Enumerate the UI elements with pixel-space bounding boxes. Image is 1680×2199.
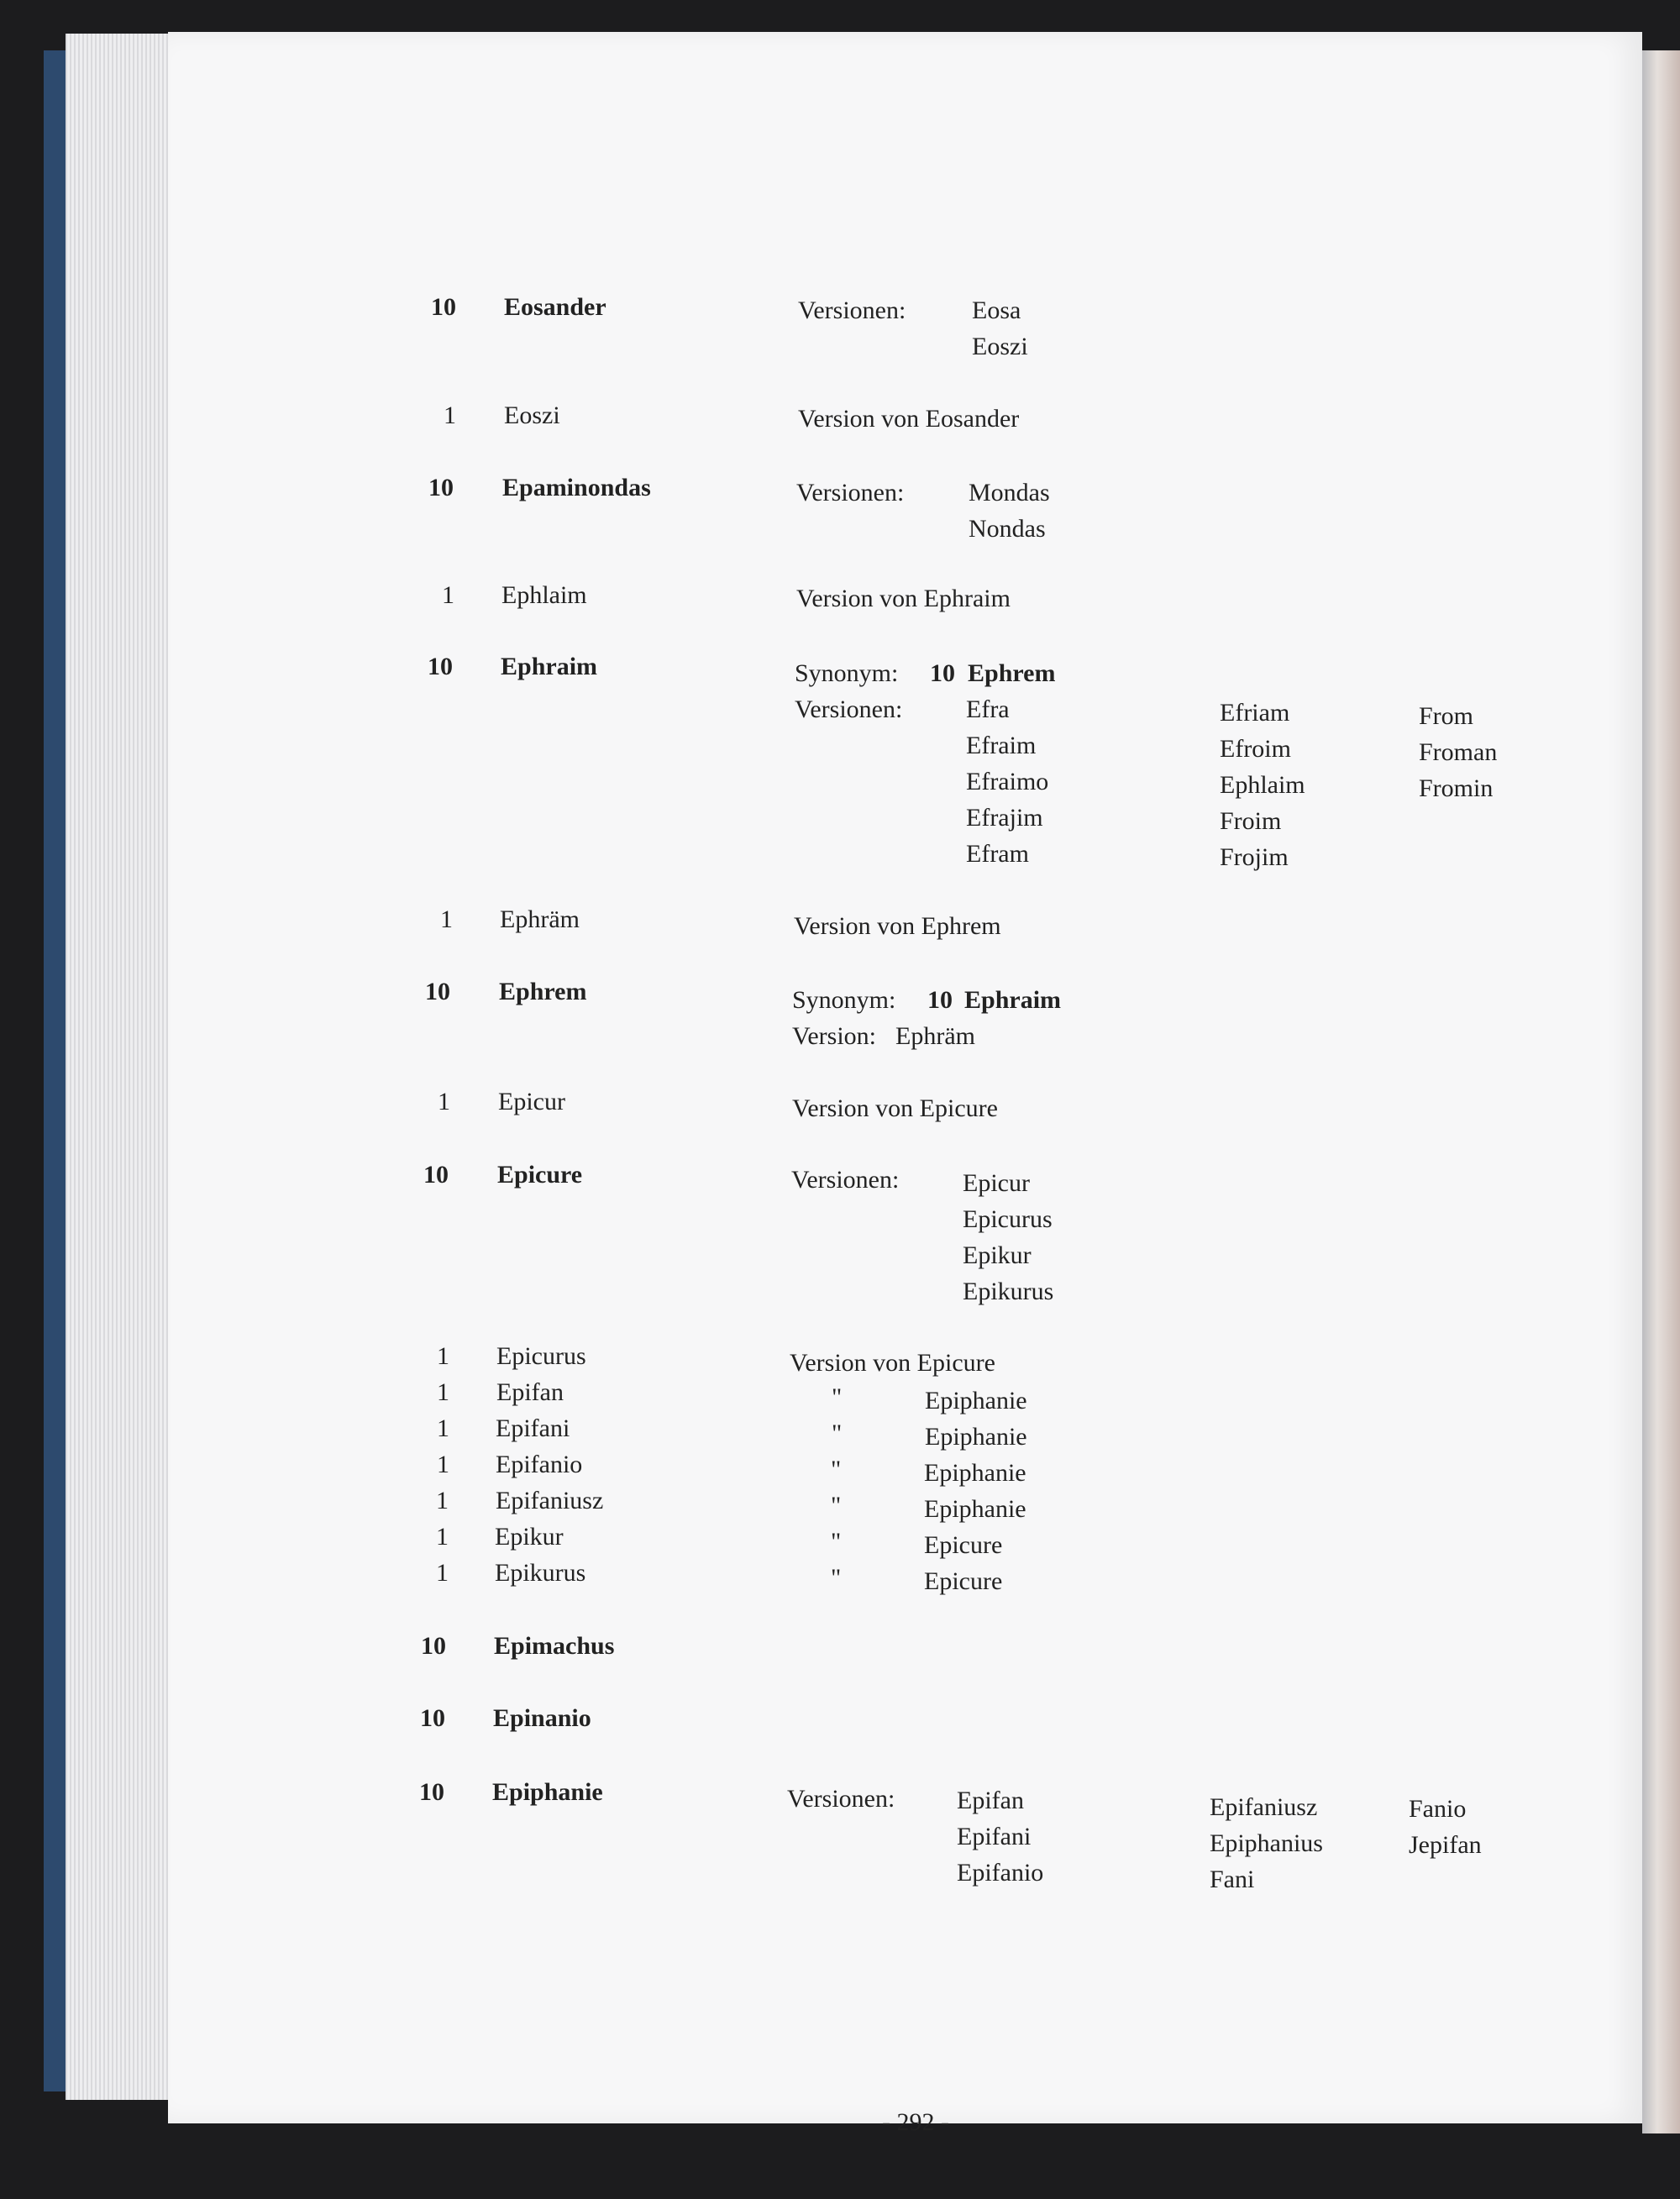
version-label: Version: [792, 1022, 876, 1050]
version-item: Epifan [957, 1787, 1024, 1814]
version-item: Frojim [1220, 843, 1289, 871]
entry-name: Epifaniusz [496, 1487, 604, 1514]
entry-reference: Epiphanie [924, 1459, 1026, 1487]
version-item: Eosa [972, 297, 1021, 324]
entry-number: 1 [444, 401, 456, 429]
version-item: Eoszi [972, 333, 1028, 360]
entry-reference: Epiphanie [924, 1495, 1026, 1523]
ditto-mark: " [831, 1456, 842, 1483]
synonym-number: 10 [927, 986, 953, 1014]
entry-description: Version von Ephrem [794, 912, 1001, 940]
versions-label: Versionen: [795, 695, 903, 723]
synonym-label: Synonym: [792, 986, 896, 1014]
entry-reference: Epiphanie [925, 1387, 1027, 1414]
ditto-mark: " [832, 1383, 843, 1411]
version-item: From [1419, 702, 1474, 730]
version-item: Epifanio [957, 1859, 1044, 1887]
entry-name: Epaminondas [502, 474, 651, 501]
version-item: Ephlaim [1220, 771, 1305, 799]
entry-reference: Epiphanie [925, 1423, 1027, 1451]
synonym-name: Ephrem [968, 659, 1056, 687]
entry-name: Epicurus [496, 1342, 586, 1370]
entry-number: 1 [437, 1342, 449, 1370]
entry-number: 10 [421, 1632, 446, 1660]
entry-description: Version von Epicure [790, 1349, 995, 1377]
entry-name: Epifani [496, 1414, 570, 1442]
entry-reference: Epicure [924, 1567, 1003, 1595]
entry-name: Epimachus [494, 1632, 615, 1660]
version-item: Efraim [966, 732, 1037, 759]
entry-name: Ephraim [501, 653, 598, 680]
synonym-name: Ephraim [964, 986, 1062, 1014]
ditto-mark: " [832, 1420, 843, 1447]
entry-name: Epicur [498, 1088, 565, 1115]
page-number: - 292 - [882, 2108, 949, 2136]
entry-description: Version von Epicure [792, 1094, 998, 1122]
entry-name: Epicure [497, 1161, 583, 1189]
entry-number: 10 [431, 293, 456, 321]
version-item: Froim [1220, 807, 1282, 835]
entry-number: 10 [428, 653, 453, 680]
entry-name: Epifanio [496, 1451, 583, 1478]
entry-name: Ephlaim [501, 581, 587, 609]
entry-number: 1 [442, 581, 454, 609]
version-item: Fani [1210, 1866, 1255, 1893]
entry-name: Epinanio [493, 1704, 591, 1732]
version-item: Mondas [969, 479, 1050, 506]
ditto-mark: " [831, 1528, 842, 1556]
versions-label: Versionen: [791, 1166, 900, 1194]
version-item: Fanio [1409, 1795, 1467, 1823]
entry-name: Epiphanie [492, 1778, 603, 1806]
ditto-mark: " [831, 1564, 842, 1592]
version-item: Epifaniusz [1210, 1793, 1318, 1821]
entry-name: Ephräm [500, 905, 580, 933]
version-item: Epikur [963, 1241, 1032, 1269]
entry-number: 1 [436, 1487, 449, 1514]
entry-description: Version von Ephraim [796, 585, 1011, 612]
versions-label: Versionen: [798, 297, 906, 324]
version-item: Ephräm [895, 1022, 975, 1050]
entry-number: 1 [436, 1523, 449, 1551]
version-item: Froman [1419, 738, 1498, 766]
version-item: Epicurus [963, 1205, 1053, 1233]
entry-number: 10 [428, 474, 454, 501]
version-item: Epicur [963, 1169, 1030, 1197]
entry-reference: Epicure [924, 1531, 1003, 1559]
synonym-number: 10 [930, 659, 955, 687]
ditto-mark: " [831, 1492, 842, 1519]
version-item: Efraimo [966, 768, 1049, 795]
entry-number: 1 [437, 1378, 449, 1406]
entry-number: 1 [440, 905, 453, 933]
version-item: Epifani [957, 1823, 1032, 1850]
version-item: Efram [966, 840, 1029, 868]
entry-number: 10 [425, 978, 450, 1005]
entry-name: Ephrem [499, 978, 587, 1005]
entry-name: Eoszi [504, 401, 560, 429]
entry-number: 1 [437, 1451, 449, 1478]
entry-description: Version von Eosander [798, 405, 1020, 433]
version-item: Epiphanius [1210, 1829, 1323, 1857]
entry-number: 1 [438, 1088, 450, 1115]
entry-number: 10 [419, 1778, 444, 1806]
entry-number: 10 [420, 1704, 445, 1732]
versions-label: Versionen: [787, 1785, 895, 1813]
version-item: Efrajim [966, 804, 1043, 832]
version-item: Jepifan [1409, 1831, 1482, 1859]
entry-number: 1 [437, 1414, 449, 1442]
entry-number: 1 [436, 1559, 449, 1587]
version-item: Epikurus [963, 1278, 1054, 1305]
version-item: Efra [966, 695, 1010, 723]
entry-name: Epikur [495, 1523, 564, 1551]
version-item: Nondas [969, 515, 1046, 543]
synonym-label: Synonym: [795, 659, 899, 687]
entry-number: 10 [423, 1161, 449, 1189]
version-item: Efriam [1220, 699, 1290, 727]
entry-name: Eosander [504, 293, 606, 321]
next-page-edge [1642, 50, 1680, 2133]
version-item: Fromin [1419, 774, 1494, 802]
versions-label: Versionen: [796, 479, 905, 506]
entry-name: Epikurus [495, 1559, 586, 1587]
version-item: Efroim [1220, 735, 1291, 763]
entry-name: Epifan [496, 1378, 564, 1406]
